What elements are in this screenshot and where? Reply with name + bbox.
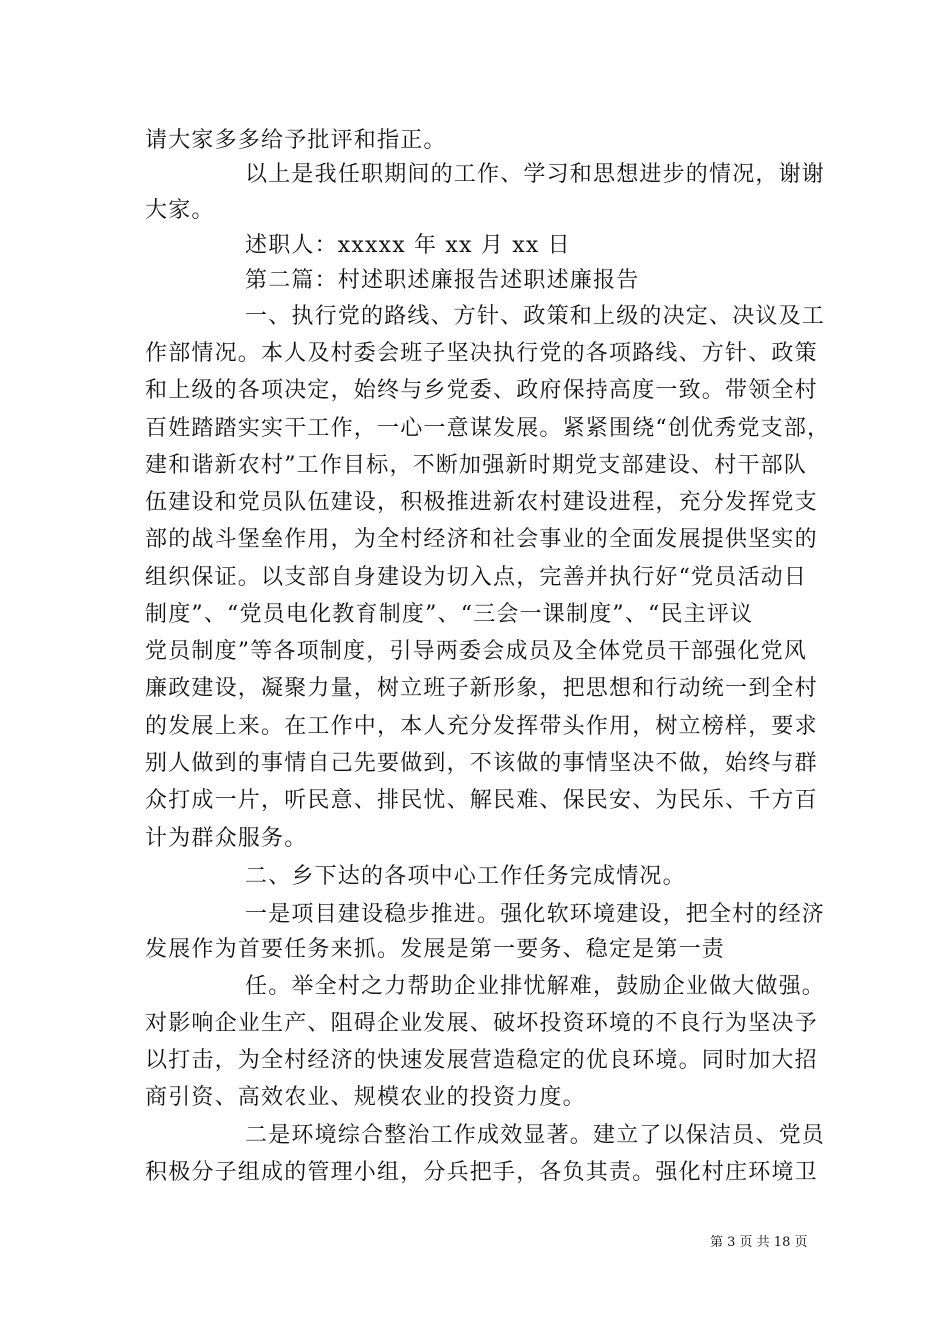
signature-line: 述职人：xxxxx 年 xx 月 xx 日 — [245, 233, 571, 258]
text-line: 商引资、高效农业、规模农业的投资力度。 — [145, 1085, 586, 1110]
text-line: 作部情况。本人及村委会班子坚决执行党的各项路线、方针、政策 — [145, 341, 818, 366]
section-heading: 二、乡下达的各项中心工作任务完成情况。 — [245, 864, 686, 889]
text-line: 以打击，为全村经济的快速发展营造稳定的优良环境。同时加大招 — [145, 1048, 818, 1073]
text-line: 建和谐新农村”工作目标，不断加强新时期党支部建设、村干部队 — [145, 453, 808, 478]
text-line: 大家。 — [145, 198, 215, 223]
text-line: 别人做到的事情自己先要做到，不该做的事情坚决不做，始终与群 — [145, 751, 818, 776]
text-line: 二是环境综合整治工作成效显著。建立了以保洁员、党员 — [245, 1123, 826, 1148]
text-line: 一是项目建设稳步推进。强化软环境建设，把全村的经济 — [245, 902, 826, 927]
text-line: 众打成一片，听民意、排民忧、解民难、保民安、为民乐、千方百 — [145, 788, 818, 813]
page-number: 第 3 页 共 18 页 — [710, 1235, 808, 1250]
text-line: 计为群众服务。 — [145, 826, 308, 851]
text-line: 请大家多多给予批评和指正。 — [145, 128, 447, 153]
text-line: 任。举全村之力帮助企业排忧解难，鼓励企业做大做强。 — [245, 974, 826, 999]
text-line: 廉政建设，凝聚力量，树立班子新形象，把思想和行动统一到全村 — [145, 676, 818, 701]
text-line: 一、执行党的路线、方针、政策和上级的决定、决议及工 — [245, 304, 826, 329]
text-line: 党员制度”等各项制度，引导两委会成员及全体党员干部强化党风 — [145, 639, 808, 664]
text-line: 制度”、“党员电化教育制度”、“三会一课制度”、“民主评议 — [145, 602, 754, 627]
text-line: 的发展上来。在工作中，本人充分发挥带头作用，树立榜样，要求 — [145, 714, 818, 739]
text-line: 部的战斗堡垒作用，为全村经济和社会事业的全面发展提供坚实的 — [145, 527, 818, 552]
section-title: 第二篇：村述职述廉报告述职述廉报告 — [245, 268, 640, 293]
text-line: 和上级的各项决定，始终与乡党委、政府保持高度一致。带领全村 — [145, 378, 818, 403]
text-line: 积极分子组成的管理小组，分兵把手，各负其责。强化村庄环境卫 — [145, 1160, 818, 1185]
text-line: 以上是我任职期间的工作、学习和思想进步的情况，谢谢 — [245, 162, 826, 187]
text-line: 伍建设和党员队伍建设，积极推进新农村建设进程，充分发挥党支 — [145, 490, 818, 515]
text-line: 百姓踏踏实实干工作，一心一意谋发展。紧紧围绕“创优秀党支部， — [145, 416, 831, 441]
text-line: 组织保证。以支部自身建设为切入点，完善并执行好“党员活动日 — [145, 565, 808, 590]
text-line: 发展作为首要任务来抓。发展是第一要务、稳定是第一责 — [145, 937, 726, 962]
text-line: 对影响企业生产、阻碍企业发展、破坏投资环境的不良行为坚决予 — [145, 1011, 818, 1036]
